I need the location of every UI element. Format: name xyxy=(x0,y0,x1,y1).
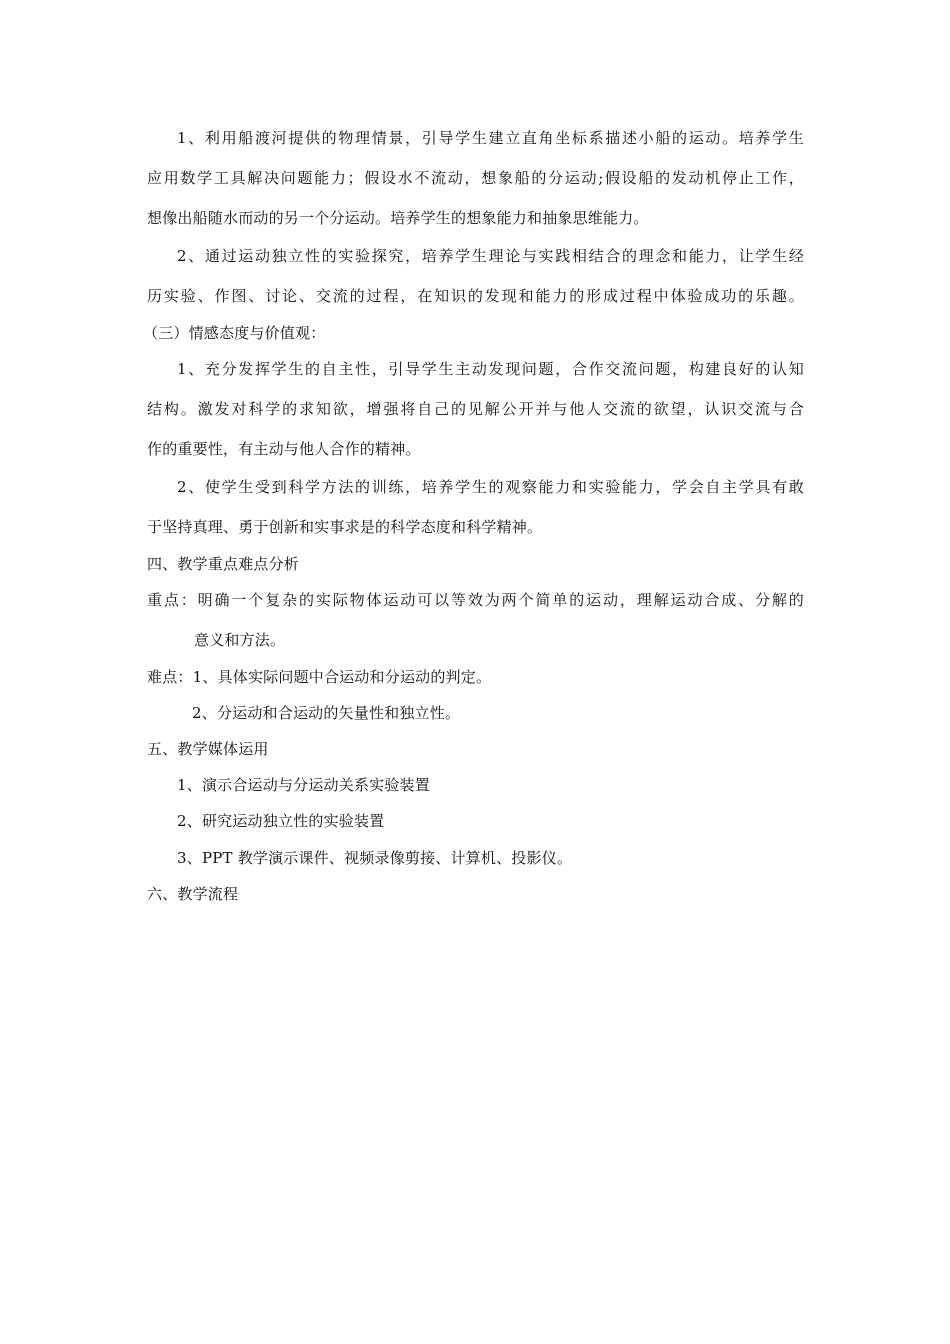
paragraph-line: 作的重要性，有主动与他人合作的精神。 xyxy=(147,440,421,458)
key-point-line: 重点：明确一个复杂的实际物体运动可以等效为两个简单的运动，理解运动合成、分解的 xyxy=(147,591,804,609)
key-point-line: 意义和方法。 xyxy=(194,631,286,649)
section-heading: 四、教学重点难点分析 xyxy=(147,555,300,573)
paragraph-line: 2、使学生受到科学方法的训练，培养学生的观察能力和实验能力，学会自主学具有敢 xyxy=(177,478,804,496)
paragraph-line: 结构。激发对科学的求知欲，增强将自己的见解公开并与他人交流的欲望，认识交流与合 xyxy=(147,400,804,418)
section-heading: 五、教学媒体运用 xyxy=(147,740,269,758)
paragraph-line: 想像出船随水而动的另一个分运动。培养学生的想象能力和抽象思维能力。 xyxy=(147,209,649,227)
section-heading: 六、教学流程 xyxy=(147,885,239,903)
paragraph-line: 历实验、作图、讨论、交流的过程，在知识的发现和能力的形成过程中体验成功的乐趣。 xyxy=(147,287,804,305)
paragraph-line: 2、通过运动独立性的实验探究，培养学生理论与实践相结合的理念和能力，让学生经 xyxy=(177,247,804,265)
paragraph-line: 1、利用船渡河提供的物理情景，引导学生建立直角坐标系描述小船的运动。培养学生 xyxy=(177,129,804,147)
paragraph-line: 应用数学工具解决问题能力；假设水不流动，想象船的分运动;假设船的发动机停止工作， xyxy=(147,169,804,187)
section-heading: （三）情感态度与价值观： xyxy=(143,324,326,342)
list-item: 2、研究运动独立性的实验装置 xyxy=(177,812,385,830)
paragraph-line: 于坚持真理、勇于创新和实事求是的科学态度和科学精神。 xyxy=(147,518,543,536)
list-item: 3、PPT 教学演示课件、视频录像剪接、计算机、投影仪。 xyxy=(177,849,573,867)
difficulty-line: 难点：1、具体实际问题中合运动和分运动的判定。 xyxy=(147,668,492,686)
paragraph-line: 1、充分发挥学生的自主性，引导学生主动发现问题，合作交流问题，构建良好的认知 xyxy=(177,360,804,378)
difficulty-line: 2、分运动和合运动的矢量性和独立性。 xyxy=(192,704,461,722)
list-item: 1、演示合运动与分运动关系实验装置 xyxy=(177,776,430,794)
